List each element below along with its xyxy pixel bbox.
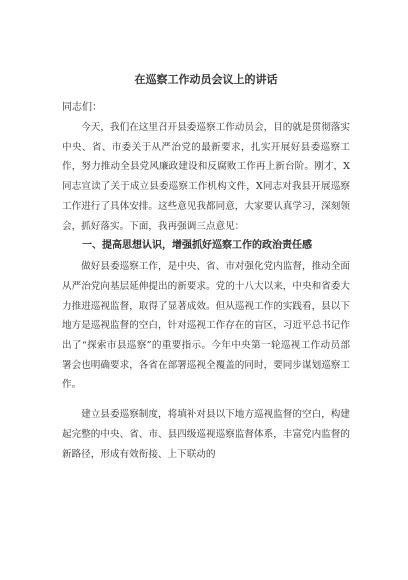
section-heading: 一、提高思想认识，增强抓好巡察工作的政治责任感 [82,240,312,252]
section-paragraph-2: 建立县委巡察制度，将填补对县以下地方巡视监督的空白，构建起完整的中央、省、市、县四级巡视巡察监督体系，丰富党内监督的新路径，形成有效衔接、上下联动的 [62,409,350,460]
salutation: 同志们： [62,102,102,113]
document-body [62,73,350,464]
opening-paragraph: 今天，我们在这里召开县委巡察工作动员会，目的就是贯彻落实中央、省、市委关于从严治党的最新要求，扎实开展好县委巡察工作，努力推动全县党风廉政建设和反腐败工作再上新台阶。刚才，X同志宣读了关于成立县委巡察工作机构文件，X同志对我县开展巡察工作进行了具体安排。这些意见我都同意，大家要认真学习，深刻领会，抓好落实。下面，我再强调三点意见： [62,122,350,232]
paragraph-gap [62,395,350,405]
section-paragraph-1: 做好县委巡察工作，是中央、省、市对强化党内监督，推动全面从严治党向基层延伸提出的新要求。党的十八大以来，中央和省委大力推进巡视监督，取得了显著成效。但从巡视工作的实践看，县以下地方是巡视监督的空白，针对巡视工作存在的盲区，习近平总书记作出了“探索市县巡察”的重要指示。今年中央第一轮巡视工作动员部署会也明确要求，各省在部署巡视全覆盖的同时，要同步谋划巡察工作。 [62,261,350,391]
document-title: 在巡察工作动员会议上的讲话 [134,73,278,86]
